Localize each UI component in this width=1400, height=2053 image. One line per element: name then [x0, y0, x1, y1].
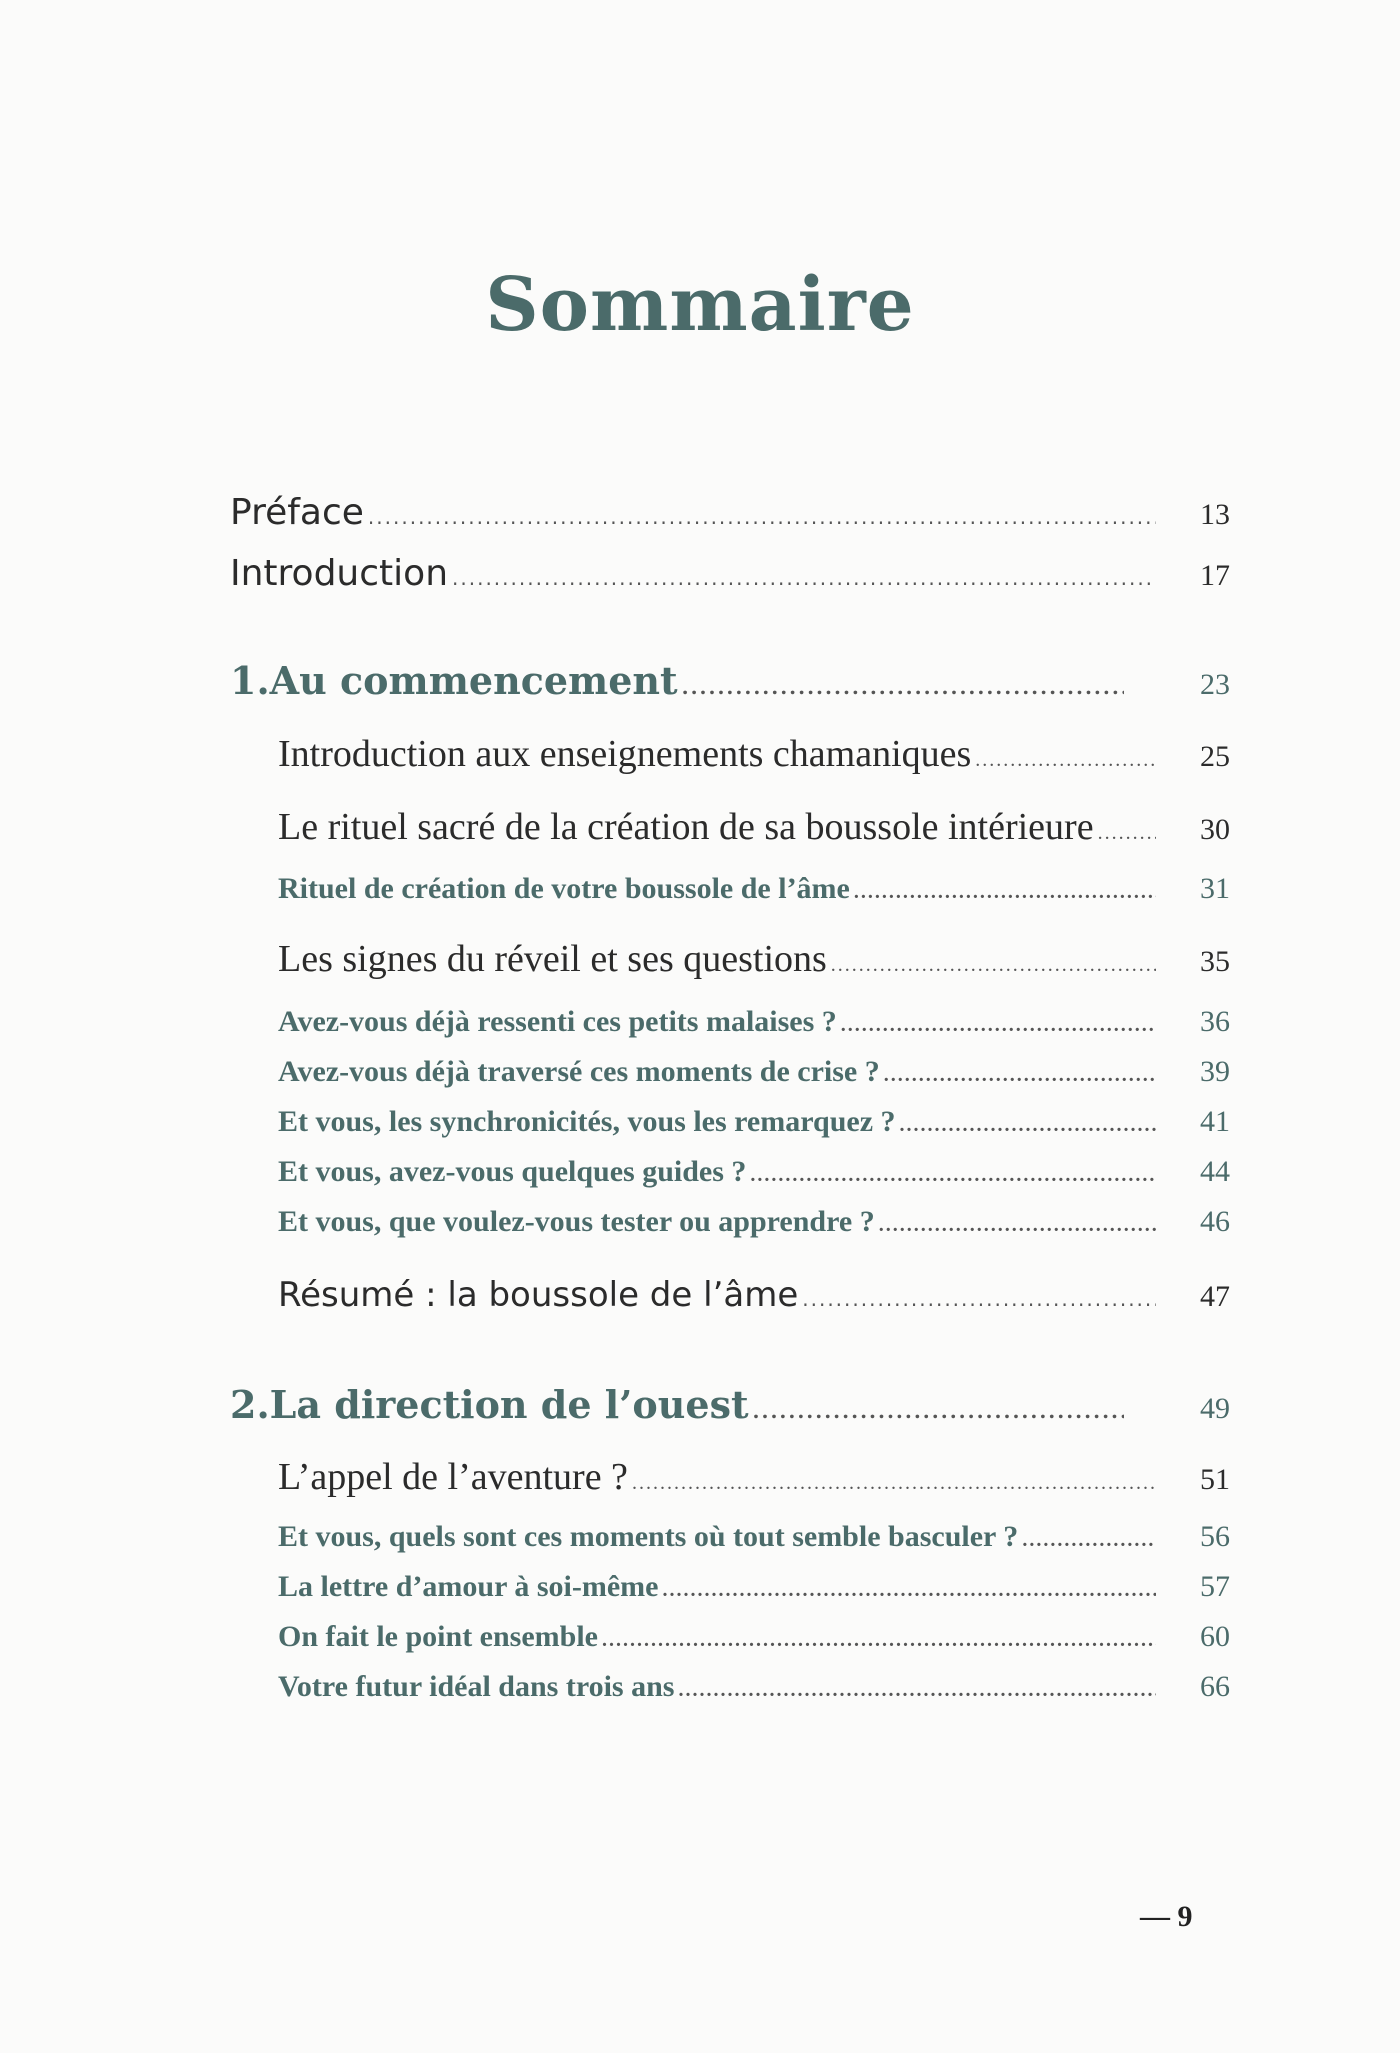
toc-entry-page: 25 [1200, 740, 1230, 773]
leader-dots [368, 505, 1156, 529]
toc-entry-page: 30 [1200, 813, 1230, 846]
chapter-title: La direction de l’ouest [269, 1382, 749, 1427]
toc-entry-page: 51 [1200, 1463, 1230, 1496]
leader-dots [841, 1014, 1156, 1037]
leader-dots [884, 1064, 1156, 1087]
toc-entry-label: Avez-vous déjà traversé ces moments de crise ? [278, 1055, 880, 1088]
toc-entry-page: 46 [1200, 1205, 1230, 1238]
toc-entry-page: 57 [1200, 1570, 1230, 1603]
leader-dots [1022, 1529, 1156, 1552]
chapter-number: 2. [230, 1382, 270, 1427]
leader-dots [900, 1114, 1156, 1137]
toc-section[interactable] [278, 1455, 1230, 1499]
chapter-number: 1. [230, 658, 270, 703]
toc-entry-page: 47 [1200, 1280, 1230, 1313]
toc-subsection[interactable] [278, 1155, 1230, 1189]
toc-entry-page: 49 [1200, 1392, 1230, 1425]
toc-entry-label: Et vous, avez-vous quelques guides ? [278, 1155, 747, 1188]
toc-entry-page: 41 [1200, 1105, 1230, 1138]
toc-subsection[interactable] [278, 1205, 1230, 1239]
toc-subsection[interactable] [278, 872, 1230, 906]
toc-entry-page: 35 [1200, 945, 1230, 978]
toc-entry-label: Introduction [230, 553, 449, 594]
toc-entry-label: Et vous, quels sont ces moments où tout semble basculer ? [278, 1520, 1019, 1553]
toc-subsection[interactable] [278, 1105, 1230, 1139]
toc-entry-page: 23 [1200, 668, 1230, 701]
toc-entry-label: Introduction aux enseignements chamaniques [278, 733, 972, 775]
toc-entry-page: 31 [1200, 872, 1230, 905]
toc-chapter-1[interactable] [230, 658, 1230, 703]
toc-entry-page: 60 [1200, 1620, 1230, 1653]
toc-section[interactable] [278, 732, 1230, 776]
toc-entry-label: Résumé : la boussole de l’âme [278, 1275, 799, 1315]
toc-subsection[interactable] [278, 1570, 1230, 1604]
leader-dots [975, 749, 1156, 772]
toc-chapter-2[interactable] [230, 1382, 1230, 1427]
toc-entry-page: 13 [1200, 498, 1230, 531]
toc-entry-label: Et vous, que voulez-vous tester ou apprendre ? [278, 1205, 875, 1238]
toc-entry-page: 17 [1200, 559, 1230, 592]
toc-entry-page: 66 [1200, 1670, 1230, 1703]
leader-dots [662, 1579, 1156, 1602]
toc-entry-label: La lettre d’amour à soi-même [278, 1570, 659, 1603]
toc-entry-label: Le rituel sacré de la création de sa boussole intérieure [278, 806, 1094, 848]
leader-dots [854, 881, 1156, 904]
page-title: Sommaire [485, 262, 915, 348]
toc-entry-label: On fait le point ensemble [278, 1620, 598, 1653]
leader-dots [682, 675, 1124, 699]
toc-entry-introduction[interactable] [230, 553, 1230, 594]
leader-dots [802, 1287, 1156, 1311]
leader-dots [753, 1399, 1124, 1423]
toc-entry-label: Votre futur idéal dans trois ans [278, 1670, 675, 1703]
leader-dots [602, 1629, 1156, 1652]
toc-subsection[interactable] [278, 1620, 1230, 1654]
chapter-title: Au commencement [269, 658, 678, 703]
toc-entry-label: Rituel de création de votre boussole de l’âme [278, 872, 850, 905]
toc-entry-label: Préface [230, 492, 364, 533]
leader-dots [452, 566, 1156, 590]
toc-entry-page: 44 [1200, 1155, 1230, 1188]
toc-entry-label: Les signes du réveil et ses questions [278, 938, 827, 980]
toc-subsection[interactable] [278, 1520, 1230, 1554]
toc-subsection[interactable] [278, 1005, 1230, 1039]
leader-dots [632, 1472, 1156, 1495]
toc-entry-preface[interactable] [230, 492, 1230, 533]
toc-subsection[interactable] [278, 1055, 1230, 1089]
toc-subsection[interactable] [278, 1670, 1230, 1704]
toc-entry-label: Et vous, les synchronicités, vous les remarquez ? [278, 1105, 896, 1138]
leader-dots [1098, 822, 1156, 845]
toc-entry-page: 56 [1200, 1520, 1230, 1553]
toc-entry-label: L’appel de l’aventure ? [278, 1456, 628, 1498]
toc-summary[interactable] [278, 1275, 1230, 1315]
page-number: — 9 [1140, 1900, 1193, 1933]
toc-entry-page: 36 [1200, 1005, 1230, 1038]
toc-entry-page: 39 [1200, 1055, 1230, 1088]
toc-section[interactable] [278, 937, 1230, 981]
leader-dots [879, 1214, 1156, 1237]
leader-dots [831, 954, 1156, 977]
toc-section[interactable] [278, 805, 1230, 849]
leader-dots [678, 1679, 1156, 1702]
leader-dots [750, 1164, 1156, 1187]
toc-entry-label: Avez-vous déjà ressenti ces petits malaises ? [278, 1005, 837, 1038]
